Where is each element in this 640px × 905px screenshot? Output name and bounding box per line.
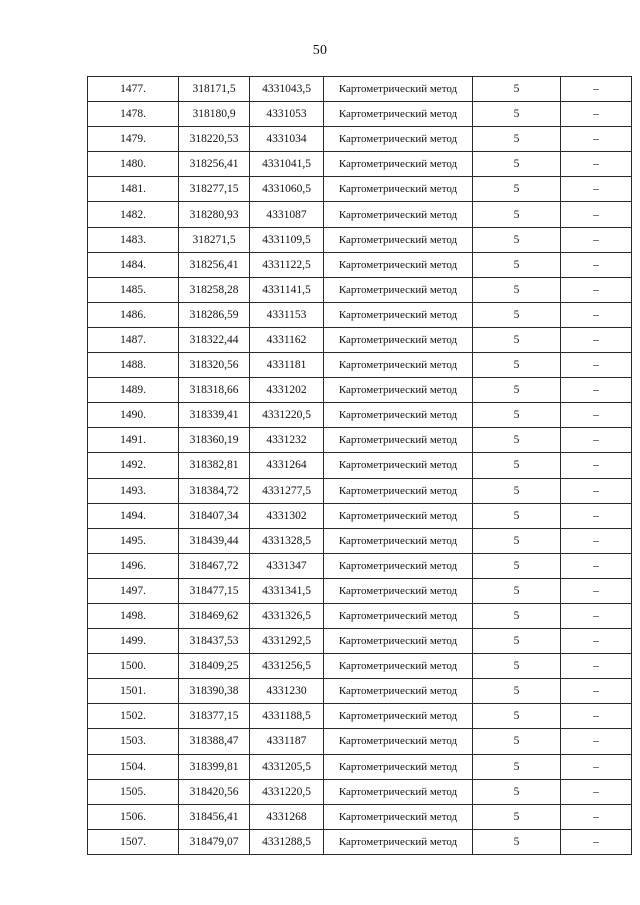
method-cell: Картометрический метод [324, 453, 473, 478]
point-number-cell: 1499. [88, 629, 179, 654]
point-number-cell: 1503. [88, 729, 179, 754]
method-cell: Картометрический метод [324, 804, 473, 829]
point-number-cell: 1507. [88, 829, 179, 854]
accuracy-cell: 5 [473, 127, 561, 152]
x-coordinate-cell: 318286,59 [179, 302, 250, 327]
accuracy-cell: 5 [473, 428, 561, 453]
accuracy-cell: 5 [473, 503, 561, 528]
method-cell: Картометрический метод [324, 252, 473, 277]
method-cell: Картометрический метод [324, 77, 473, 102]
note-cell: – [561, 77, 632, 102]
note-cell: – [561, 428, 632, 453]
table-row [88, 729, 632, 754]
table-row [88, 403, 632, 428]
table-row [88, 102, 632, 127]
point-number-cell: 1483. [88, 227, 179, 252]
table-row [88, 679, 632, 704]
method-cell: Картометрический метод [324, 202, 473, 227]
note-cell: – [561, 679, 632, 704]
x-coordinate-cell: 318469,62 [179, 603, 250, 628]
method-cell: Картометрический метод [324, 478, 473, 503]
y-coordinate-cell: 4331328,5 [250, 528, 324, 553]
table-row [88, 578, 632, 603]
table-row [88, 478, 632, 503]
note-cell: – [561, 327, 632, 352]
accuracy-cell: 5 [473, 227, 561, 252]
table-row [88, 453, 632, 478]
accuracy-cell: 5 [473, 252, 561, 277]
table-row [88, 528, 632, 553]
method-cell: Картометрический метод [324, 378, 473, 403]
note-cell: – [561, 528, 632, 553]
y-coordinate-cell: 4331060,5 [250, 177, 324, 202]
x-coordinate-cell: 318456,41 [179, 804, 250, 829]
note-cell: – [561, 403, 632, 428]
y-coordinate-cell: 4331220,5 [250, 403, 324, 428]
method-cell: Картометрический метод [324, 503, 473, 528]
table-row [88, 704, 632, 729]
x-coordinate-cell: 318409,25 [179, 654, 250, 679]
note-cell: – [561, 202, 632, 227]
point-number-cell: 1504. [88, 754, 179, 779]
table-row [88, 353, 632, 378]
y-coordinate-cell: 4331205,5 [250, 754, 324, 779]
note-cell: – [561, 453, 632, 478]
table-row [88, 829, 632, 854]
coordinates-table [87, 76, 632, 855]
note-cell: – [561, 478, 632, 503]
y-coordinate-cell: 4331188,5 [250, 704, 324, 729]
x-coordinate-cell: 318377,15 [179, 704, 250, 729]
x-coordinate-cell: 318437,53 [179, 629, 250, 654]
point-number-cell: 1482. [88, 202, 179, 227]
note-cell: – [561, 553, 632, 578]
y-coordinate-cell: 4331256,5 [250, 654, 324, 679]
method-cell: Картометрический метод [324, 528, 473, 553]
table-row [88, 177, 632, 202]
table-row [88, 804, 632, 829]
method-cell: Картометрический метод [324, 553, 473, 578]
note-cell: – [561, 704, 632, 729]
accuracy-cell: 5 [473, 829, 561, 854]
accuracy-cell: 5 [473, 277, 561, 302]
point-number-cell: 1506. [88, 804, 179, 829]
x-coordinate-cell: 318320,56 [179, 353, 250, 378]
method-cell: Картометрический метод [324, 177, 473, 202]
accuracy-cell: 5 [473, 77, 561, 102]
point-number-cell: 1500. [88, 654, 179, 679]
method-cell: Картометрический метод [324, 227, 473, 252]
accuracy-cell: 5 [473, 302, 561, 327]
y-coordinate-cell: 4331141,5 [250, 277, 324, 302]
method-cell: Картометрический метод [324, 102, 473, 127]
x-coordinate-cell: 318360,19 [179, 428, 250, 453]
method-cell: Картометрический метод [324, 428, 473, 453]
note-cell: – [561, 378, 632, 403]
y-coordinate-cell: 4331347 [250, 553, 324, 578]
y-coordinate-cell: 4331268 [250, 804, 324, 829]
x-coordinate-cell: 318280,93 [179, 202, 250, 227]
note-cell: – [561, 177, 632, 202]
note-cell: – [561, 578, 632, 603]
x-coordinate-cell: 318390,38 [179, 679, 250, 704]
y-coordinate-cell: 4331326,5 [250, 603, 324, 628]
accuracy-cell: 5 [473, 202, 561, 227]
point-number-cell: 1502. [88, 704, 179, 729]
point-number-cell: 1498. [88, 603, 179, 628]
note-cell: – [561, 629, 632, 654]
table-row [88, 152, 632, 177]
method-cell: Картометрический метод [324, 152, 473, 177]
table-body [88, 77, 632, 855]
accuracy-cell: 5 [473, 654, 561, 679]
method-cell: Картометрический метод [324, 754, 473, 779]
point-number-cell: 1490. [88, 403, 179, 428]
x-coordinate-cell: 318477,15 [179, 578, 250, 603]
y-coordinate-cell: 4331230 [250, 679, 324, 704]
accuracy-cell: 5 [473, 779, 561, 804]
y-coordinate-cell: 4331292,5 [250, 629, 324, 654]
method-cell: Картометрический метод [324, 127, 473, 152]
note-cell: – [561, 754, 632, 779]
table-row [88, 428, 632, 453]
y-coordinate-cell: 4331220,5 [250, 779, 324, 804]
table-row [88, 252, 632, 277]
x-coordinate-cell: 318339,41 [179, 403, 250, 428]
accuracy-cell: 5 [473, 629, 561, 654]
x-coordinate-cell: 318322,44 [179, 327, 250, 352]
x-coordinate-cell: 318171,5 [179, 77, 250, 102]
note-cell: – [561, 654, 632, 679]
method-cell: Картометрический метод [324, 779, 473, 804]
accuracy-cell: 5 [473, 152, 561, 177]
accuracy-cell: 5 [473, 528, 561, 553]
method-cell: Картометрический метод [324, 603, 473, 628]
method-cell: Картометрический метод [324, 403, 473, 428]
method-cell: Картометрический метод [324, 829, 473, 854]
method-cell: Картометрический метод [324, 629, 473, 654]
point-number-cell: 1494. [88, 503, 179, 528]
point-number-cell: 1495. [88, 528, 179, 553]
point-number-cell: 1484. [88, 252, 179, 277]
method-cell: Картометрический метод [324, 327, 473, 352]
method-cell: Картометрический метод [324, 729, 473, 754]
note-cell: – [561, 829, 632, 854]
y-coordinate-cell: 4331153 [250, 302, 324, 327]
y-coordinate-cell: 4331277,5 [250, 478, 324, 503]
x-coordinate-cell: 318271,5 [179, 227, 250, 252]
x-coordinate-cell: 318388,47 [179, 729, 250, 754]
table-row [88, 327, 632, 352]
method-cell: Картометрический метод [324, 353, 473, 378]
point-number-cell: 1489. [88, 378, 179, 403]
point-number-cell: 1497. [88, 578, 179, 603]
table-row [88, 779, 632, 804]
y-coordinate-cell: 4331034 [250, 127, 324, 152]
accuracy-cell: 5 [473, 327, 561, 352]
accuracy-cell: 5 [473, 679, 561, 704]
point-number-cell: 1477. [88, 77, 179, 102]
y-coordinate-cell: 4331187 [250, 729, 324, 754]
note-cell: – [561, 779, 632, 804]
note-cell: – [561, 227, 632, 252]
note-cell: – [561, 353, 632, 378]
accuracy-cell: 5 [473, 177, 561, 202]
note-cell: – [561, 302, 632, 327]
point-number-cell: 1487. [88, 327, 179, 352]
x-coordinate-cell: 318479,07 [179, 829, 250, 854]
y-coordinate-cell: 4331264 [250, 453, 324, 478]
note-cell: – [561, 252, 632, 277]
x-coordinate-cell: 318180,9 [179, 102, 250, 127]
point-number-cell: 1505. [88, 779, 179, 804]
y-coordinate-cell: 4331181 [250, 353, 324, 378]
point-number-cell: 1488. [88, 353, 179, 378]
point-number-cell: 1478. [88, 102, 179, 127]
point-number-cell: 1492. [88, 453, 179, 478]
table-row [88, 603, 632, 628]
note-cell: – [561, 804, 632, 829]
y-coordinate-cell: 4331043,5 [250, 77, 324, 102]
method-cell: Картометрический метод [324, 704, 473, 729]
table-row [88, 202, 632, 227]
table-row [88, 629, 632, 654]
table-row [88, 378, 632, 403]
table-row [88, 302, 632, 327]
accuracy-cell: 5 [473, 403, 561, 428]
point-number-cell: 1501. [88, 679, 179, 704]
method-cell: Картометрический метод [324, 277, 473, 302]
accuracy-cell: 5 [473, 754, 561, 779]
y-coordinate-cell: 4331341,5 [250, 578, 324, 603]
note-cell: – [561, 603, 632, 628]
x-coordinate-cell: 318399,81 [179, 754, 250, 779]
point-number-cell: 1485. [88, 277, 179, 302]
table-row [88, 553, 632, 578]
y-coordinate-cell: 4331202 [250, 378, 324, 403]
table-row [88, 127, 632, 152]
note-cell: – [561, 729, 632, 754]
x-coordinate-cell: 318439,44 [179, 528, 250, 553]
note-cell: – [561, 152, 632, 177]
method-cell: Картометрический метод [324, 578, 473, 603]
accuracy-cell: 5 [473, 353, 561, 378]
point-number-cell: 1486. [88, 302, 179, 327]
x-coordinate-cell: 318220,53 [179, 127, 250, 152]
x-coordinate-cell: 318256,41 [179, 252, 250, 277]
point-number-cell: 1480. [88, 152, 179, 177]
y-coordinate-cell: 4331302 [250, 503, 324, 528]
x-coordinate-cell: 318407,34 [179, 503, 250, 528]
accuracy-cell: 5 [473, 453, 561, 478]
point-number-cell: 1479. [88, 127, 179, 152]
accuracy-cell: 5 [473, 553, 561, 578]
table-row [88, 277, 632, 302]
y-coordinate-cell: 4331162 [250, 327, 324, 352]
y-coordinate-cell: 4331041,5 [250, 152, 324, 177]
table-row [88, 77, 632, 102]
x-coordinate-cell: 318420,56 [179, 779, 250, 804]
table-row [88, 503, 632, 528]
accuracy-cell: 5 [473, 578, 561, 603]
method-cell: Картометрический метод [324, 302, 473, 327]
point-number-cell: 1491. [88, 428, 179, 453]
y-coordinate-cell: 4331232 [250, 428, 324, 453]
accuracy-cell: 5 [473, 102, 561, 127]
note-cell: – [561, 127, 632, 152]
note-cell: – [561, 277, 632, 302]
x-coordinate-cell: 318256,41 [179, 152, 250, 177]
x-coordinate-cell: 318467,72 [179, 553, 250, 578]
accuracy-cell: 5 [473, 603, 561, 628]
y-coordinate-cell: 4331087 [250, 202, 324, 227]
table-row [88, 754, 632, 779]
point-number-cell: 1496. [88, 553, 179, 578]
method-cell: Картометрический метод [324, 654, 473, 679]
y-coordinate-cell: 4331053 [250, 102, 324, 127]
accuracy-cell: 5 [473, 378, 561, 403]
accuracy-cell: 5 [473, 729, 561, 754]
y-coordinate-cell: 4331288,5 [250, 829, 324, 854]
note-cell: – [561, 102, 632, 127]
page-number: 50 [312, 43, 328, 58]
table-row [88, 227, 632, 252]
y-coordinate-cell: 4331109,5 [250, 227, 324, 252]
method-cell: Картометрический метод [324, 679, 473, 704]
table-row [88, 654, 632, 679]
y-coordinate-cell: 4331122,5 [250, 252, 324, 277]
x-coordinate-cell: 318384,72 [179, 478, 250, 503]
note-cell: – [561, 503, 632, 528]
accuracy-cell: 5 [473, 478, 561, 503]
x-coordinate-cell: 318277,15 [179, 177, 250, 202]
point-number-cell: 1493. [88, 478, 179, 503]
point-number-cell: 1481. [88, 177, 179, 202]
x-coordinate-cell: 318318,66 [179, 378, 250, 403]
x-coordinate-cell: 318258,28 [179, 277, 250, 302]
accuracy-cell: 5 [473, 704, 561, 729]
x-coordinate-cell: 318382,81 [179, 453, 250, 478]
accuracy-cell: 5 [473, 804, 561, 829]
